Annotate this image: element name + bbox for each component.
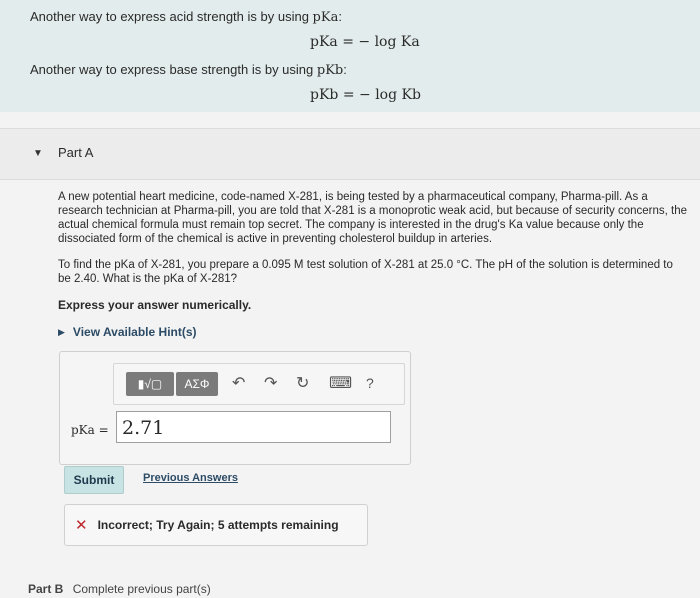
answer-panel <box>59 351 411 465</box>
keyboard-icon[interactable]: ⌨ <box>329 375 353 392</box>
acid-strength-variable: pKa <box>312 10 339 25</box>
base-strength-sentence: Another way to express base strength is by using <box>30 62 317 77</box>
base-strength-text <box>30 62 347 78</box>
collapse-triangle-icon[interactable]: ▼ <box>33 148 43 159</box>
incorrect-x-icon: ✕ <box>75 517 88 534</box>
submit-button[interactable]: Submit <box>64 466 124 494</box>
question-paragraph-2: To find the pKa of X-281, you prepare a 0.095 M test solution of X-281 at 25.0 °C. The pH of the solution is determined to be 2.40. What is the pKa of X-281? <box>58 259 673 285</box>
reset-icon[interactable]: ↻ <box>296 375 310 392</box>
undo-icon[interactable]: ↶ <box>232 375 246 392</box>
part-b-title: Part B <box>28 582 64 596</box>
part-a-title: Part A <box>58 145 94 160</box>
question-paragraph-1: A new potential heart medicine, code-named X-281, is being tested by a pharmaceutical company, Pharma-pill. As a research technician at Pharma-pill, you are told that X-281 is a monoprotic weak acid, but because of security concerns, the actual chemical formula must remain top secret. The company is interested in the drug's Ka value because only the dissociated form of the chemical is active in preventing cholesterol buildup in arteries. <box>58 191 687 245</box>
part-b-header[interactable] <box>28 582 211 596</box>
base-strength-colon: : <box>343 62 347 77</box>
acid-strength-colon: : <box>338 9 342 24</box>
answer-label: pKa = <box>71 423 109 437</box>
view-hints-label: View Available Hint(s) <box>72 325 197 339</box>
help-icon[interactable]: ? <box>366 375 374 391</box>
part-a-header[interactable] <box>0 128 700 180</box>
previous-answers-link[interactable]: Previous Answers <box>143 472 238 484</box>
express-instruction: Express your answer numerically. <box>58 298 252 312</box>
acid-strength-sentence: Another way to express acid strength is by using <box>30 9 313 24</box>
greek-symbols-button[interactable]: ΑΣΦ <box>176 372 218 396</box>
pkb-equation: pKb = − log Kb <box>310 87 421 103</box>
caret-right-icon: ▶ <box>58 327 65 337</box>
question-content <box>58 190 688 339</box>
part-b-status: Complete previous part(s) <box>72 582 211 596</box>
redo-icon[interactable]: ↷ <box>264 375 278 392</box>
answer-input[interactable]: 2.71 <box>116 411 391 443</box>
pka-equation: pKa = − log Ka <box>310 34 420 50</box>
feedback-text: Incorrect; Try Again; 5 attempts remaining <box>97 518 339 532</box>
feedback-message <box>64 504 368 546</box>
intro-panel <box>0 0 700 112</box>
templates-button[interactable]: ▮√▢ <box>126 372 174 396</box>
math-toolbar <box>113 363 405 405</box>
acid-strength-text <box>30 9 342 25</box>
view-hints-link[interactable] <box>58 325 688 339</box>
base-strength-variable: pKb <box>316 63 344 78</box>
